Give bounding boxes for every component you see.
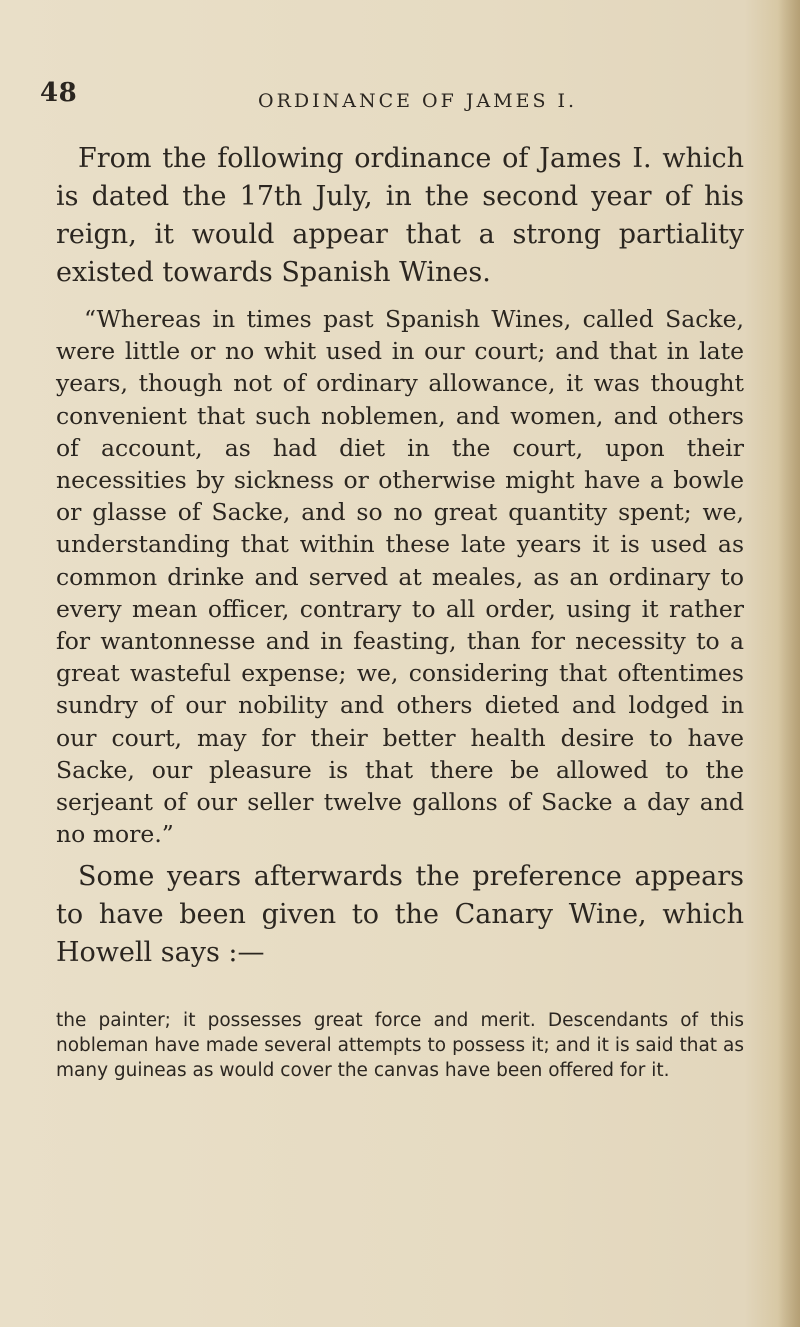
canary-wine-paragraph: Some years afterwards the preference appears to have been given to the Canary Wine, which Howell says :— (56, 861, 744, 968)
page-edge-shadow (778, 0, 800, 1327)
footnote: the painter; it possesses great force and merit. Descendants of this nobleman have made several attempts to possess it; and it is said that as many guineas as would cover the canvas have been offered for it. (56, 1010, 744, 1081)
intro-paragraph: From the following ordinance of James I. which is dated the 17th July, in the second year of his reign, it would appear that a strong partiality existed towards Spanish Wines. (56, 143, 744, 288)
ordinance-quote: “Whereas in times past Spanish Wines, called Sacke, were little or no whit used in our court; and that in late years, though not of ordinary allowance, it was thought convenient that such noblemen, and women, and others of account, as had diet in the court, upon their necessities by sickness or otherwise might have a bowle or glasse of Sacke, and so no great quantity spent; we, understanding that within these late years it is used as common drinke and served at meales, as an ordinary to every mean officer, contrary to all order, using it rather for wantonnesse and in feasting, than for necessity to a great wasteful expense; we, considering that oftentimes sundry of our nobility and others dieted and lodged in our court, may for their better health desire to have Sacke, our pleasure is that there be allowed to the serjeant of our seller twelve gallons of Sacke a day and no more.” (56, 305, 744, 849)
running-head: ORDINANCE OF JAMES I. (258, 90, 578, 112)
page-number: 48 (40, 78, 78, 108)
